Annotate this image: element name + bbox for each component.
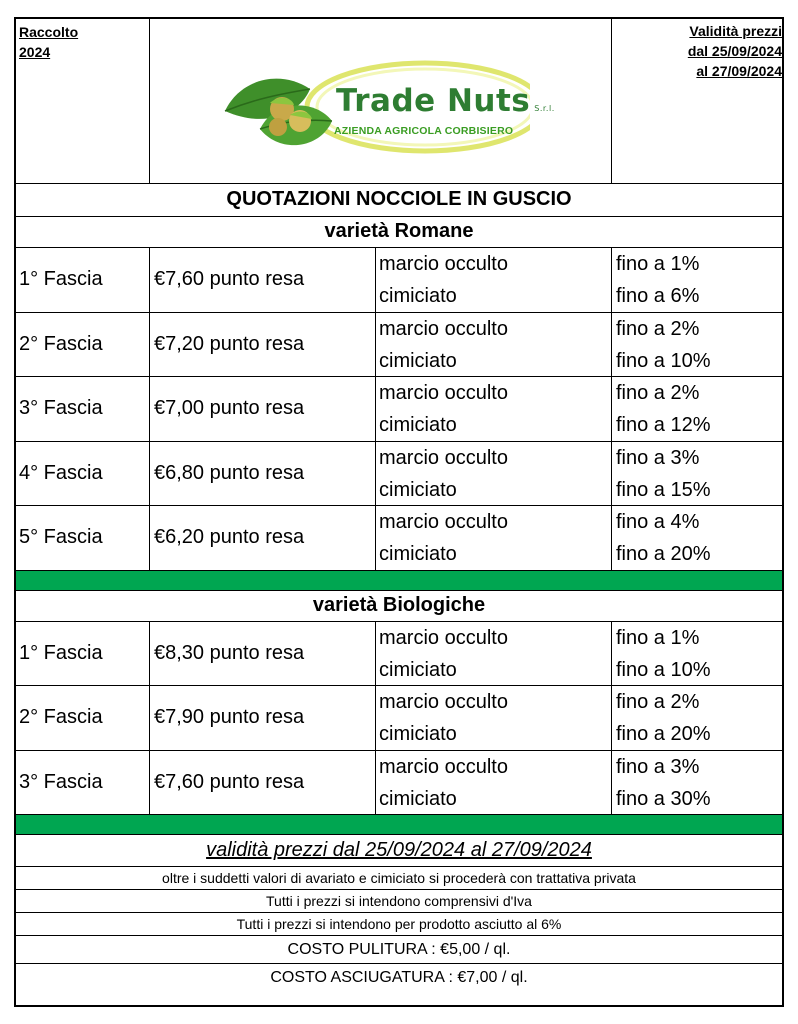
price-cell: €6,20 punto resa (149, 506, 375, 570)
defect-cell (375, 313, 611, 377)
logo-area (149, 19, 611, 184)
limit-cell (611, 313, 782, 377)
defect-cell (375, 248, 611, 312)
table-row (16, 377, 782, 442)
validity-line-1: Validità prezzi (689, 23, 782, 39)
defect-cell (375, 622, 611, 686)
limit-cell (611, 686, 782, 750)
table-row (16, 248, 782, 313)
limit-cell (611, 751, 782, 815)
band-label: 3° Fascia (19, 770, 103, 793)
logo-suffix: S.r.l. (534, 104, 555, 113)
defect-bug: cimiciato (379, 414, 457, 436)
defect-rot: marcio occulto (379, 446, 508, 469)
table-row (16, 686, 782, 751)
table-row (16, 506, 782, 571)
harvest-year: 2024 (19, 44, 51, 60)
section-heading-romane: varietà Romane (16, 217, 782, 248)
price-cell: €7,60 punto resa (149, 751, 375, 815)
defect-bug: cimiciato (379, 478, 457, 501)
limit-rot: fino a 2% (616, 691, 700, 713)
price-sheet (14, 17, 784, 1007)
price-cell: €8,30 punto resa (149, 622, 375, 686)
limit-bug: fino a 10% (616, 658, 711, 681)
limit-bug: fino a 20% (616, 723, 711, 745)
limit-rot: fino a 3% (616, 755, 700, 778)
validity-header (611, 19, 782, 184)
limit-bug: fino a 20% (616, 543, 711, 565)
table-row (16, 751, 782, 816)
company-logo (220, 59, 555, 159)
limit-cell (611, 622, 782, 686)
limit-cell (611, 248, 782, 312)
note-vat-included: Tutti i prezzi si intendono comprensivi d'Iva (16, 890, 782, 913)
validity-footer-text: validità prezzi dal 25/09/2024 al 27/09/2024 (206, 839, 592, 861)
defect-bug: cimiciato (379, 723, 457, 745)
harvest-label-text: Raccolto (19, 24, 79, 40)
price-cell: €7,90 punto resa (149, 686, 375, 750)
drying-cost: COSTO ASCIUGATURA : €7,00 / ql. (270, 969, 528, 986)
validity-footer (16, 835, 782, 867)
band-label: 2° Fascia (19, 706, 103, 729)
defect-bug: cimiciato (379, 543, 457, 565)
defect-bug: cimiciato (379, 658, 457, 681)
band-label: 2° Fascia (19, 332, 103, 355)
defect-rot: marcio occulto (379, 253, 508, 275)
defect-cell (375, 506, 611, 570)
limit-rot: fino a 1% (616, 253, 700, 275)
limit-rot: fino a 4% (616, 511, 700, 533)
defect-rot: marcio occulto (379, 755, 508, 778)
band-label: 1° Fascia (19, 268, 103, 291)
limit-bug: fino a 10% (616, 349, 711, 372)
section-heading-biologiche: varietà Biologiche (16, 591, 782, 622)
band-label: 5° Fascia (19, 526, 103, 549)
limit-cell (611, 506, 782, 570)
price-cell: €7,20 punto resa (149, 313, 375, 377)
limit-rot: fino a 2% (616, 382, 700, 404)
note-dry-product: Tutti i prezzi si intendono per prodotto asciutto al 6% (16, 913, 782, 936)
table-row (16, 442, 782, 507)
logo-wordmark (336, 83, 555, 119)
defect-cell (375, 377, 611, 441)
defect-rot: marcio occulto (379, 626, 508, 649)
band-label: 3° Fascia (19, 397, 103, 420)
cleaning-cost: COSTO PULITURA : €5,00 / ql. (16, 936, 782, 964)
limit-bug: fino a 12% (616, 414, 711, 436)
defect-rot: marcio occulto (379, 511, 508, 533)
price-cell: €7,60 punto resa (149, 248, 375, 312)
section-divider (16, 815, 782, 835)
limit-bug: fino a 30% (616, 787, 711, 810)
defect-rot: marcio occulto (379, 691, 508, 713)
defect-bug: cimiciato (379, 349, 457, 372)
table-row (16, 313, 782, 378)
note-private-negotiation: oltre i suddetti valori di avariato e cimiciato si procederà con trattativa privata (16, 867, 782, 890)
limit-rot: fino a 2% (616, 317, 700, 340)
limit-rot: fino a 1% (616, 626, 700, 649)
defect-rot: marcio occulto (379, 382, 508, 404)
limit-rot: fino a 3% (616, 446, 700, 469)
limit-cell (611, 377, 782, 441)
defect-bug: cimiciato (379, 285, 457, 307)
limit-cell (611, 442, 782, 506)
validity-line-2: dal 25/09/2024 (687, 43, 782, 59)
limit-bug: fino a 6% (616, 285, 700, 307)
defect-cell (375, 686, 611, 750)
validity-line-3: al 27/09/2024 (696, 63, 782, 79)
logo-name: Trade Nuts (336, 83, 531, 119)
logo-subtitle: AZIENDA AGRICOLA CORBISIERO (334, 125, 514, 137)
band-label: 4° Fascia (19, 461, 103, 484)
defect-rot: marcio occulto (379, 317, 508, 340)
defect-cell (375, 751, 611, 815)
table-row (16, 622, 782, 687)
band-label: 1° Fascia (19, 641, 103, 664)
limit-bug: fino a 15% (616, 478, 711, 501)
harvest-label (16, 19, 149, 184)
price-cell: €6,80 punto resa (149, 442, 375, 506)
page-title: QUOTAZIONI NOCCIOLE IN GUSCIO (16, 184, 782, 217)
defect-bug: cimiciato (379, 787, 457, 810)
price-cell: €7,00 punto resa (149, 377, 375, 441)
defect-cell (375, 442, 611, 506)
section-divider (16, 571, 782, 591)
